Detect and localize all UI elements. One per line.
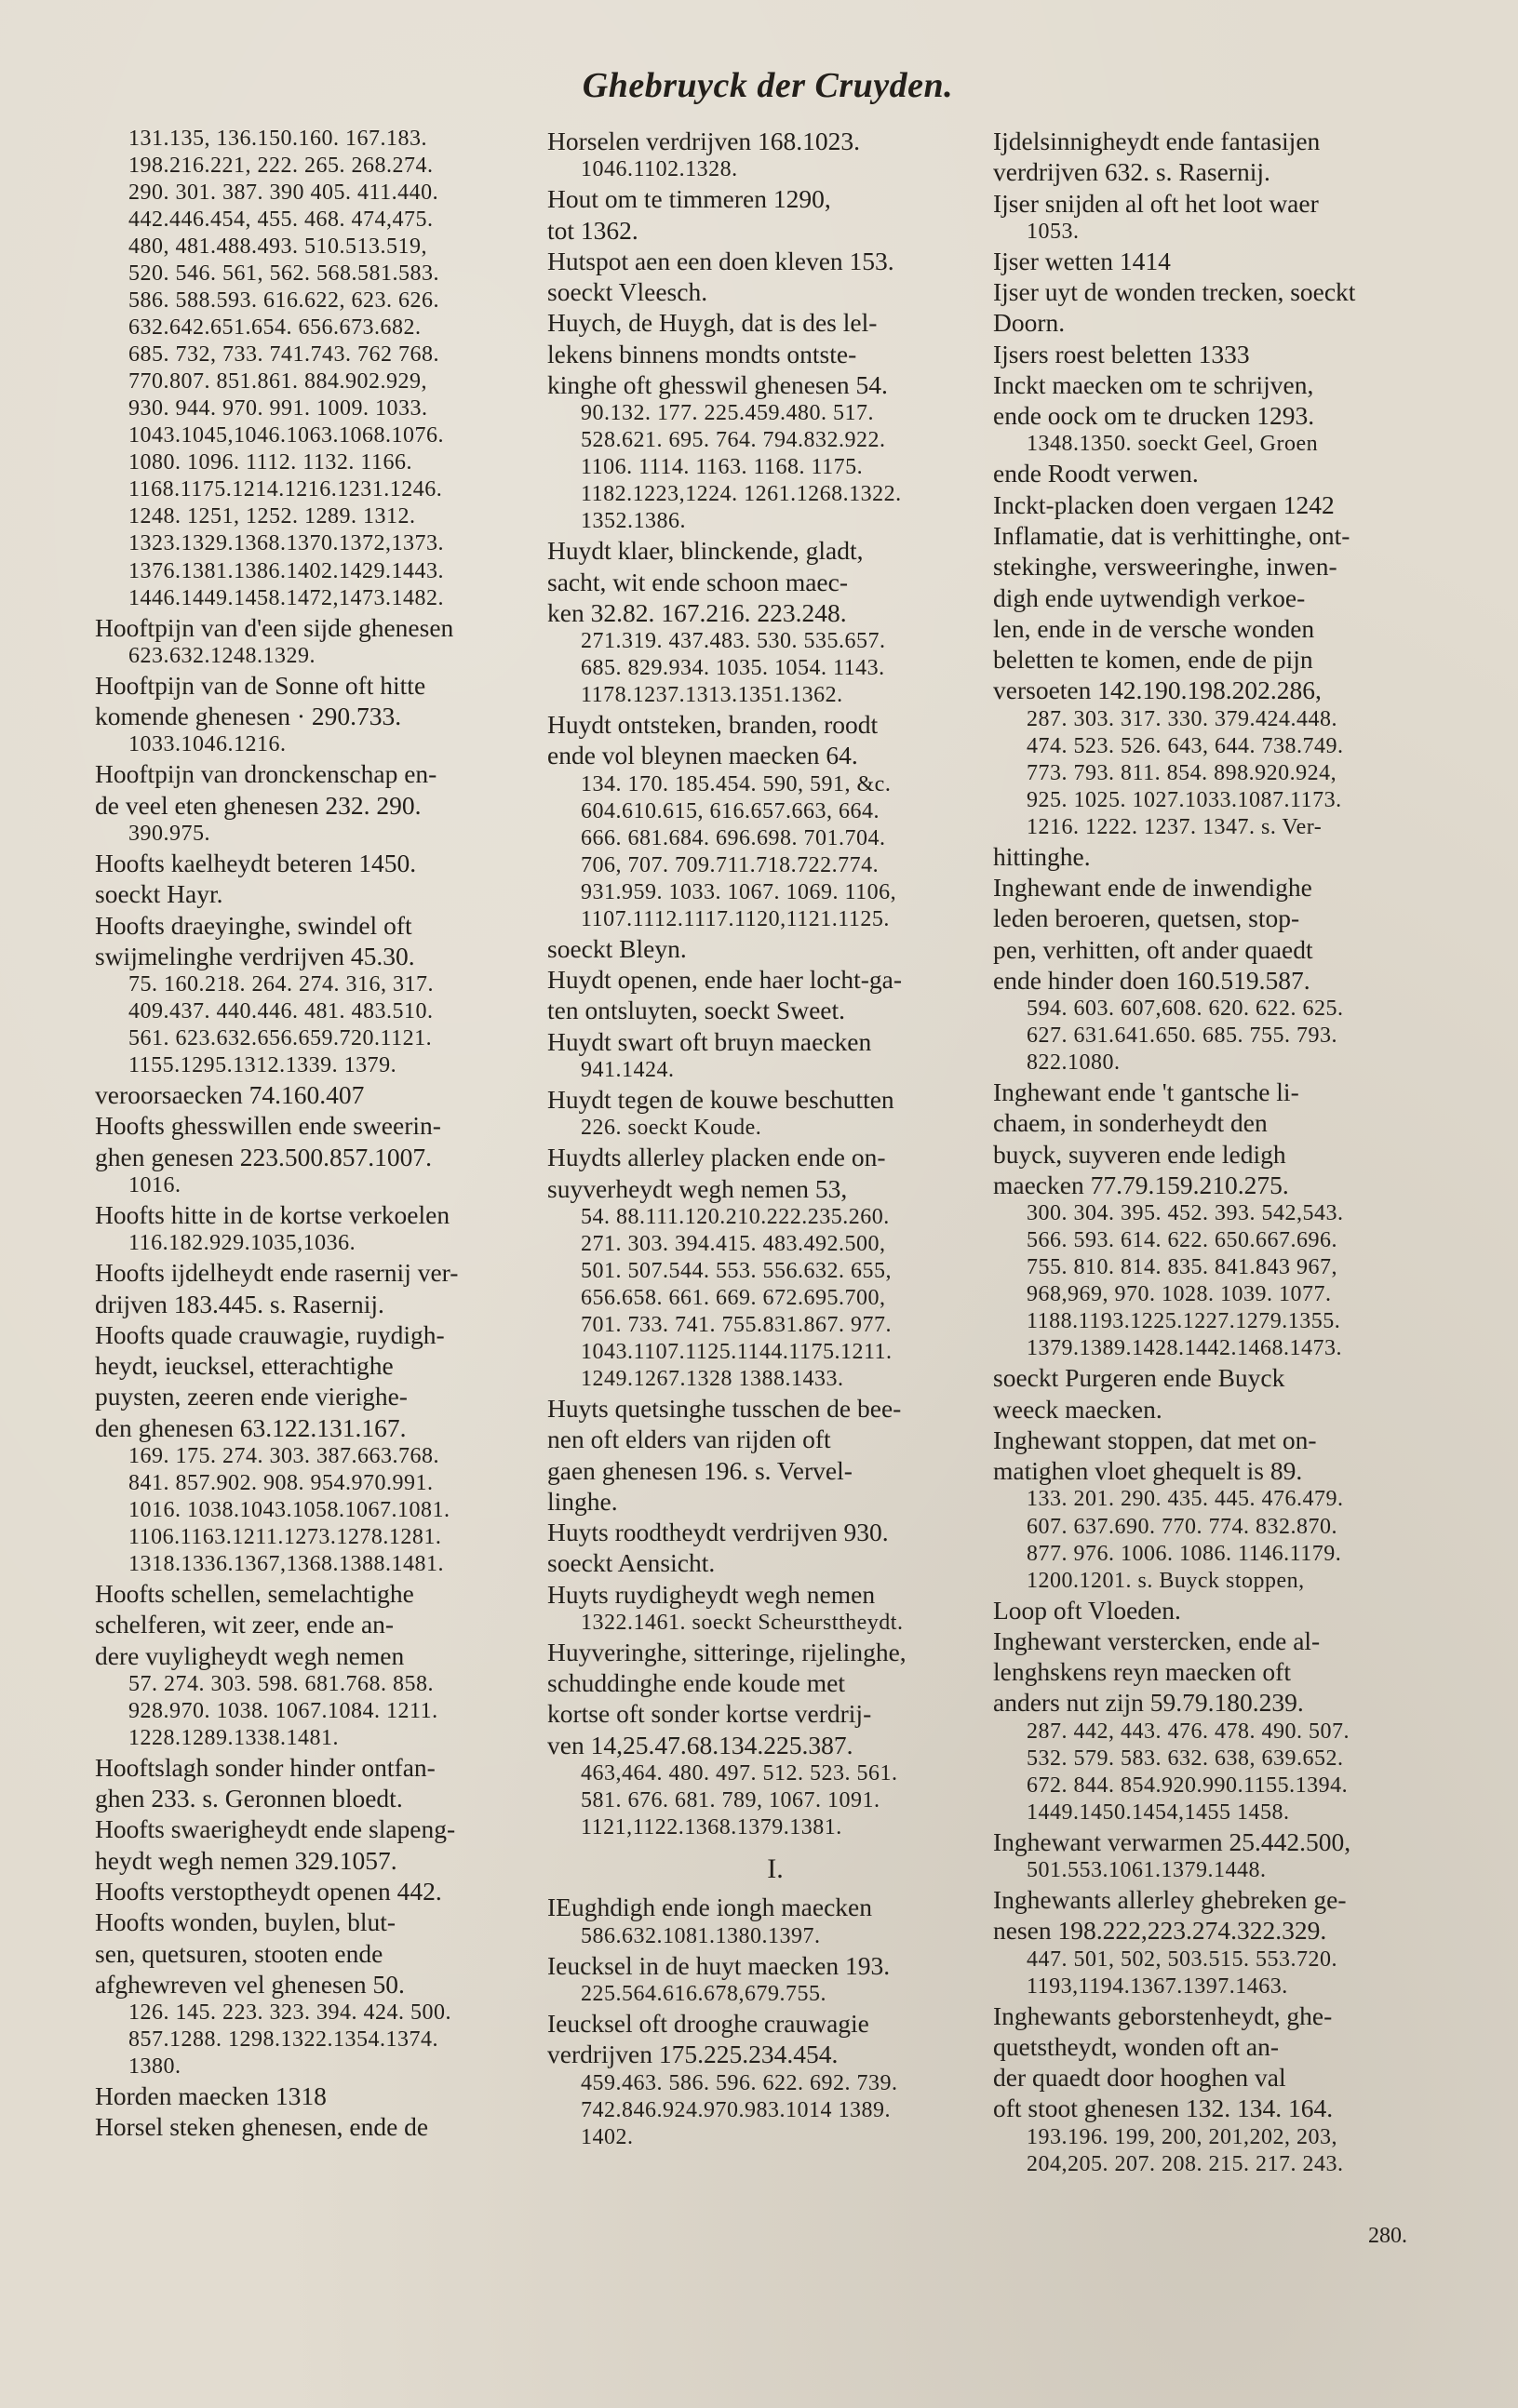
- index-line: Doorn.: [993, 308, 1066, 338]
- index-line: 528.621. 695. 764. 794.832.922.: [581, 428, 886, 453]
- index-line: de veel eten ghenesen 232. 290.: [95, 790, 422, 820]
- index-line: Huydt tegen de kouwe beschutten: [547, 1085, 894, 1115]
- index-line: leden beroeren, quetsen, stop-: [993, 903, 1300, 933]
- index-line: Huyveringhe, sitteringe, rijelinghe,: [547, 1637, 907, 1666]
- index-line: ende Roodt verwen.: [993, 459, 1199, 488]
- index-line: soeckt Purgeren ende Buyck: [993, 1363, 1285, 1393]
- index-line: 1016.: [128, 1172, 181, 1197]
- index-line: Inflamatie, dat is verhittinghe, ont-: [993, 520, 1350, 550]
- index-line: 586. 588.593. 616.622, 623. 626.: [128, 288, 439, 314]
- index-line: Ijsers roest beletten 1333: [993, 339, 1250, 368]
- index-line: 75. 160.218. 264. 274. 316, 317.: [128, 972, 434, 997]
- index-line: maecken 77.79.159.210.275.: [993, 1170, 1289, 1199]
- index-line: 1182.1223,1224. 1261.1268.1322.: [581, 482, 902, 507]
- index-line: 841. 857.902. 908. 954.970.991.: [128, 1470, 434, 1495]
- index-line: 1318.1336.1367,1368.1388.1481.: [128, 1552, 444, 1577]
- index-line: 90.132. 177. 225.459.480. 517.: [581, 401, 874, 426]
- index-line: 566. 593. 614. 622. 650.667.696.: [1027, 1228, 1337, 1253]
- index-line: 877. 976. 1006. 1086. 1146.1179.: [1027, 1541, 1342, 1566]
- index-line: kinghe oft ghesswil ghenesen 54.: [547, 369, 888, 399]
- index-line: Hoofts ghesswillen ende sweerin-: [95, 1111, 441, 1141]
- index-line: 773. 793. 811. 854. 898.920.924,: [1027, 760, 1337, 785]
- index-line: ende vol bleynen maecken 64.: [547, 741, 858, 770]
- index-line: buyck, suyveren ende ledigh: [993, 1139, 1286, 1169]
- index-line: IEughdigh ende iongh maecken: [547, 1893, 872, 1922]
- index-line: tot 1362.: [547, 215, 638, 245]
- index-line: sacht, wit ende schoon maec-: [547, 567, 849, 596]
- index-line: stekinghe, versweeringhe, inwen-: [993, 552, 1337, 582]
- index-line: 632.642.651.654. 656.673.682.: [128, 315, 422, 341]
- index-line: Hoofts verstoptheydt openen 442.: [95, 1877, 442, 1906]
- index-line: 755. 810. 814. 835. 841.843 967,: [1027, 1255, 1337, 1280]
- index-line: 300. 304. 395. 452. 393. 542,543.: [1027, 1201, 1344, 1226]
- index-line: soeckt Vleesch.: [547, 277, 708, 307]
- index-line: Hoofts ijdelheydt ende rasernij ver-: [95, 1258, 459, 1288]
- index-line: Ijser uyt de wonden trecken, soeckt: [993, 277, 1356, 307]
- index-line: Hoofts draeyinghe, swindel oft: [95, 910, 412, 940]
- index-line: Hoofts wonden, buylen, blut-: [95, 1907, 396, 1937]
- index-line: 1228.1289.1338.1481.: [128, 1725, 339, 1750]
- index-line: kortse oft sonder kortse verdrij-: [547, 1699, 872, 1729]
- index-line: 1107.1112.1117.1120,1121.1125.: [581, 906, 890, 931]
- index-line: anders nut zijn 59.79.180.239.: [993, 1688, 1304, 1718]
- index-line: 672. 844. 854.920.990.1155.1394.: [1027, 1773, 1349, 1798]
- index-line: 1249.1267.1328 1388.1433.: [581, 1367, 844, 1392]
- index-line: 1121,1122.1368.1379.1381.: [581, 1815, 842, 1840]
- index-line: Hoofts kaelheydt beteren 1450.: [95, 848, 417, 877]
- index-line: sen, quetsuren, stooten ende: [95, 1938, 383, 1968]
- index-line: 968,969, 970. 1028. 1039. 1077.: [1027, 1282, 1332, 1307]
- index-line: 501.553.1061.1379.1448.: [1027, 1858, 1267, 1883]
- index-line: Huych, de Huygh, dat is des lel-: [547, 308, 878, 338]
- index-line: 857.1288. 1298.1322.1354.1374.: [128, 2027, 438, 2053]
- index-line: suyverheydt wegh nemen 53,: [547, 1173, 848, 1203]
- index-line: 459.463. 586. 596. 622. 692. 739.: [581, 2070, 898, 2095]
- index-line: 925. 1025. 1027.1033.1087.1173.: [1027, 787, 1342, 812]
- index-line: weeck maecken.: [993, 1394, 1162, 1424]
- catchword: 280.: [1368, 2224, 1407, 2248]
- index-line: 627. 631.641.650. 685. 755. 793.: [1027, 1023, 1337, 1049]
- index-line: ende hinder doen 160.519.587.: [993, 965, 1310, 995]
- index-line: 561. 623.632.656.659.720.1121.: [128, 1026, 433, 1051]
- index-line: Ijser wetten 1414: [993, 246, 1171, 275]
- index-line: 1446.1449.1458.1472,1473.1482.: [128, 585, 444, 610]
- index-line: Inghewants allerley ghebreken ge-: [993, 1885, 1347, 1915]
- index-line: quetstheydt, wonden oft an-: [993, 2031, 1280, 2061]
- index-line: soeckt Aensicht.: [547, 1548, 716, 1578]
- index-line: Ijdelsinnigheydt ende fantasijen: [993, 127, 1321, 155]
- index-line: Huydt ontsteken, branden, roodt: [547, 710, 879, 740]
- index-line: 656.658. 661. 669. 672.695.700,: [581, 1285, 886, 1310]
- index-line: 941.1424.: [581, 1057, 675, 1082]
- index-line: 1248. 1251, 1252. 1289. 1312.: [128, 504, 416, 529]
- index-line: Hooftpijn van d'een sijde ghenesen: [95, 612, 454, 642]
- index-line: Huyts roodtheydt verdrijven 930.: [547, 1518, 889, 1547]
- index-line: 287. 442, 443. 476. 478. 490. 507.: [1027, 1719, 1350, 1744]
- index-line: 604.610.615, 616.657.663, 664.: [581, 798, 880, 823]
- index-line: Ijser snijden al oft het loot waer: [993, 188, 1319, 218]
- index-line: 822.1080.: [1027, 1050, 1121, 1076]
- index-line: komende ghenesen · 290.733.: [95, 702, 402, 731]
- index-line: 193.196. 199, 200, 201,202, 203,: [1027, 2124, 1337, 2149]
- index-line: 133. 201. 290. 435. 445. 476.479.: [1027, 1487, 1344, 1512]
- index-line: heydt wegh nemen 329.1057.: [95, 1845, 397, 1875]
- index-line: heydt, ieucksel, etterachtighe: [95, 1351, 394, 1381]
- index-line: 57. 274. 303. 598. 681.768. 858.: [128, 1671, 434, 1696]
- index-line: 594. 603. 607,608. 620. 622. 625.: [1027, 997, 1344, 1022]
- index-column-3: [993, 126, 1449, 2178]
- index-line: 1193,1194.1367.1397.1463.: [1027, 1973, 1288, 1999]
- index-line: 532. 579. 583. 632. 638, 639.652.: [1027, 1746, 1344, 1771]
- index-line: den ghenesen 63.122.131.167.: [95, 1412, 407, 1442]
- index-line: veroorsaecken 74.160.407: [95, 1080, 365, 1110]
- index-line: 623.632.1248.1329.: [128, 643, 316, 668]
- index-line: nesen 198.222,223.274.322.329.: [993, 1916, 1327, 1946]
- index-line: 501. 507.544. 553. 556.632. 655,: [581, 1258, 892, 1283]
- index-line: 1178.1237.1313.1351.1362.: [581, 683, 843, 708]
- index-line: 1200.1201. s. Buyck stoppen,: [1027, 1568, 1305, 1593]
- index-line: 226. soeckt Koude.: [581, 1116, 762, 1141]
- index-line: 1043.1107.1125.1144.1175.1211.: [581, 1340, 893, 1364]
- index-line: 463,464. 480. 497. 512. 523. 561.: [581, 1761, 898, 1786]
- index-line: lekens binnens mondts ontste-: [547, 339, 857, 368]
- index-line: 474. 523. 526. 643, 644. 738.749.: [1027, 733, 1344, 758]
- index-line: drijven 183.445. s. Rasernij.: [95, 1289, 384, 1318]
- index-line: 131.135, 136.150.160. 167.183.: [128, 127, 427, 151]
- index-line: 290. 301. 387. 390 405. 411.440.: [128, 181, 439, 206]
- index-line: nen oft elders van rijden oft: [547, 1425, 831, 1454]
- index-line: hittinghe.: [993, 841, 1091, 871]
- index-line: pen, verhitten, oft ander quaedt: [993, 934, 1313, 964]
- index-line: oft stoot ghenesen 132. 134. 164.: [993, 2094, 1334, 2123]
- index-line: schuddinghe ende koude met: [547, 1668, 845, 1698]
- index-line: ghen 233. s. Geronnen bloedt.: [95, 1784, 403, 1813]
- index-line: 134. 170. 185.454. 590, 591, &c.: [581, 771, 892, 796]
- index-line: 1106.1163.1211.1273.1278.1281.: [128, 1524, 442, 1549]
- index-line: 1043.1045,1046.1063.1068.1076.: [128, 423, 444, 448]
- index-line: 447. 501, 502, 503.515. 553.720.: [1027, 1946, 1337, 1972]
- index-line: 666. 681.684. 696.698. 701.704.: [581, 825, 886, 850]
- index-line: 390.975.: [128, 821, 210, 846]
- index-line: 1080. 1096. 1112. 1132. 1166.: [128, 450, 412, 475]
- index-line: 442.446.454, 455. 468. 474,475.: [128, 207, 434, 233]
- index-line: Hooftpijn van de Sonne oft hitte: [95, 670, 426, 700]
- index-line: Horden maecken 1318: [95, 2081, 327, 2111]
- index-line: 1155.1295.1312.1339. 1379.: [128, 1053, 397, 1078]
- index-line: Hout om te timmeren 1290,: [547, 184, 831, 214]
- index-line: Hutspot aen een doen kleven 153.: [547, 246, 894, 275]
- index-line: 930. 944. 970. 991. 1009. 1033.: [128, 396, 428, 421]
- index-line: 204,205. 207. 208. 215. 217. 243.: [1027, 2151, 1344, 2176]
- index-line: afghewreven vel ghenesen 50.: [95, 1969, 405, 1999]
- index-line: ende oock om te drucken 1293.: [993, 401, 1315, 431]
- index-line: Huyts ruydigheydt wegh nemen: [547, 1579, 876, 1609]
- index-line: 126. 145. 223. 323. 394. 424. 500.: [128, 2000, 451, 2026]
- index-line: 520. 546. 561, 562. 568.581.583.: [128, 261, 439, 287]
- index-line: 1046.1102.1328.: [581, 157, 738, 182]
- index-line: len, ende in de versche wonden: [993, 613, 1315, 643]
- index-line: 685. 732, 733. 741.743. 762 768.: [128, 342, 439, 368]
- index-line: 701. 733. 741. 755.831.867. 977.: [581, 1312, 892, 1337]
- index-line: 742.846.924.970.983.1014 1389.: [581, 2097, 891, 2122]
- index-line: Inghewant ende de inwendighe: [993, 873, 1312, 902]
- index-line: Hoofts swaerigheydt ende slapeng-: [95, 1814, 456, 1844]
- index-line: 1352.1386.: [581, 509, 686, 534]
- index-line: Hoofts hitte in de kortse verkoelen: [95, 1200, 450, 1229]
- index-line: 1323.1329.1368.1370.1372,1373.: [128, 531, 444, 556]
- index-line: ken 32.82. 167.216. 223.248.: [547, 597, 847, 627]
- index-line: dere vuyligheydt wegh nemen: [95, 1640, 405, 1670]
- index-line: ven 14,25.47.68.134.225.387.: [547, 1730, 853, 1759]
- running-head: Ghebruyck der Cruyden.: [582, 66, 954, 105]
- index-line: 1379.1389.1428.1442.1468.1473.: [1027, 1336, 1342, 1361]
- index-line: 706, 707. 709.711.718.722.774.: [581, 852, 880, 877]
- index-line: 198.216.221, 222. 265. 268.274.: [128, 154, 434, 179]
- index-line: 581. 676. 681. 789, 1067. 1091.: [581, 1788, 880, 1813]
- index-line: Inghewant verstercken, ende al-: [993, 1625, 1321, 1655]
- index-line: 271. 303. 394.415. 483.492.500,: [581, 1231, 886, 1256]
- index-line: 586.632.1081.1380.1397.: [581, 1923, 821, 1948]
- index-line: 931.959. 1033. 1067. 1069. 1106,: [581, 879, 897, 904]
- index-line: 928.970. 1038. 1067.1084. 1211.: [128, 1698, 438, 1723]
- index-line: Hoofts quade crauwagie, ruydigh-: [95, 1319, 445, 1349]
- index-line: linghe.: [547, 1486, 618, 1516]
- index-line: Horsel steken ghenesen, ende de: [95, 2112, 429, 2142]
- index-line: 1016. 1038.1043.1058.1067.1081.: [128, 1497, 450, 1522]
- index-line: 1168.1175.1214.1216.1231.1246.: [128, 477, 443, 502]
- index-line: Huydts allerley placken ende on-: [547, 1143, 886, 1172]
- index-line: ten ontsluyten, soeckt Sweet.: [547, 996, 846, 1025]
- index-line: 480, 481.488.493. 510.513.519,: [128, 234, 427, 260]
- index-line: gaen ghenesen 196. s. Vervel-: [547, 1455, 853, 1485]
- index-line: lenghskens reyn maecken oft: [993, 1657, 1291, 1687]
- index-line: Inckt maecken om te schrijven,: [993, 369, 1314, 399]
- index-line: Hooftpijn van dronckenschap en-: [95, 759, 437, 789]
- index-line: 1402.: [581, 2124, 634, 2149]
- index-line: Loop oft Vloeden.: [993, 1595, 1181, 1625]
- index-line: 271.319. 437.483. 530. 535.657.: [581, 629, 886, 654]
- index-line: soeckt Bleyn.: [547, 933, 687, 963]
- index-line: 1376.1381.1386.1402.1429.1443.: [128, 558, 444, 583]
- index-line: matighen vloet ghequelt is 89.: [993, 1456, 1303, 1486]
- index-line: Inghewant verwarmen 25.442.500,: [993, 1826, 1351, 1856]
- index-line: 607. 637.690. 770. 774. 832.870.: [1027, 1514, 1337, 1539]
- section-heading: I.: [767, 1853, 784, 1885]
- index-line: versoeten 142.190.198.202.286,: [993, 676, 1322, 705]
- index-line: 1449.1450.1454,1455 1458.: [1027, 1799, 1290, 1825]
- index-line: 1106. 1114. 1163. 1168. 1175.: [581, 455, 864, 480]
- index-line: verdrijven 175.225.234.454.: [547, 2040, 839, 2069]
- index-line: Huydt openen, ende haer locht-ga-: [547, 965, 903, 995]
- index-line: soeckt Hayr.: [95, 879, 223, 909]
- index-line: 1380.: [128, 2054, 181, 2080]
- index-line: 1033.1046.1216.: [128, 732, 287, 757]
- index-line: verdrijven 632. s. Rasernij.: [993, 157, 1270, 187]
- index-line: Ieucksel in de huyt maecken 193.: [547, 1950, 891, 1980]
- index-line: Hoofts schellen, semelachtighe: [95, 1579, 414, 1609]
- index-line: Huydt klaer, blinckende, gladt,: [547, 536, 864, 566]
- index-line: 54. 88.111.120.210.222.235.260.: [581, 1204, 890, 1229]
- index-line: 685. 829.934. 1035. 1054. 1143.: [581, 656, 885, 681]
- index-line: Inghewant stoppen, dat met on-: [993, 1425, 1317, 1454]
- index-line: 1322.1461. soeckt Scheursttheydt.: [581, 1610, 904, 1635]
- index-line: 1348.1350. soeckt Geel, Groen: [1027, 432, 1319, 457]
- index-column-2: [547, 126, 1003, 2151]
- index-line: Inckt-placken doen vergaen 1242: [993, 489, 1335, 519]
- index-line: Hooftslagh sonder hinder ontfan-: [95, 1752, 436, 1782]
- index-line: digh ende uytwendigh verkoe-: [993, 582, 1306, 612]
- index-line: Ieucksel oft drooghe crauwagie: [547, 2009, 869, 2038]
- index-line: 1188.1193.1225.1227.1279.1355.: [1027, 1309, 1341, 1334]
- index-line: puysten, zeeren ende vierighe-: [95, 1382, 408, 1411]
- index-line: 409.437. 440.446. 481. 483.510.: [128, 999, 434, 1024]
- index-line: 116.182.929.1035,1036.: [128, 1231, 356, 1256]
- index-line: Huyts quetsinghe tusschen de bee-: [547, 1394, 902, 1424]
- index-line: der quaedt door hooghen val: [993, 2063, 1286, 2093]
- index-line: 287. 303. 317. 330. 379.424.448.: [1027, 706, 1337, 731]
- index-line: schelferen, wit zeer, ende an-: [95, 1610, 395, 1639]
- index-line: Huydt swart oft bruyn maecken: [547, 1026, 872, 1056]
- index-line: 225.564.616.678,679.755.: [581, 1981, 826, 2006]
- index-line: ghen genesen 223.500.857.1007.: [95, 1142, 433, 1171]
- index-line: chaem, in sonderheydt den: [993, 1108, 1268, 1138]
- index-line: Inghewants geborstenheydt, ghe-: [993, 2000, 1333, 2030]
- index-line: swijmelinghe verdrijven 45.30.: [95, 941, 415, 970]
- index-line: Horselen verdrijven 168.1023.: [547, 127, 861, 155]
- index-line: beletten te komen, ende de pijn: [993, 645, 1313, 675]
- index-line: 770.807. 851.861. 884.902.929,: [128, 369, 427, 395]
- index-column-1: [95, 126, 551, 2143]
- index-line: Inghewant ende 't gantsche li-: [993, 1077, 1299, 1107]
- index-line: 1216. 1222. 1237. 1347. s. Ver-: [1027, 814, 1323, 839]
- index-line: 169. 175. 274. 303. 387.663.768.: [128, 1443, 439, 1468]
- index-line: 1053.: [1027, 219, 1080, 244]
